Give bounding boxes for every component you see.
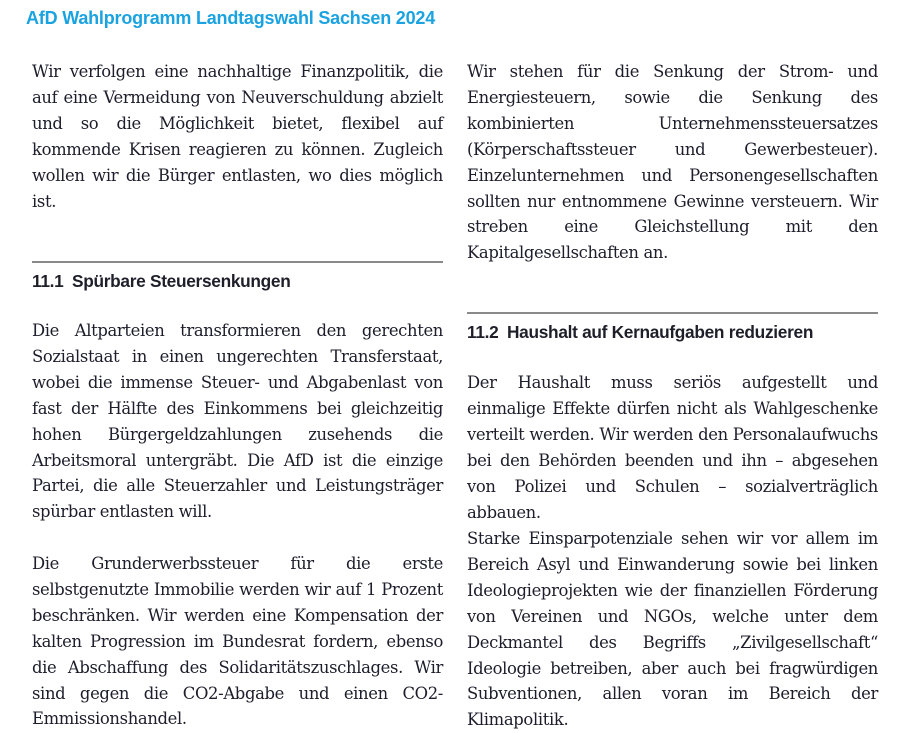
section-11-1-paragraph-2: Die Grunderwerbssteuer für die erste selbstgenutzte Immobilie werden wir auf 1 Prozent beschränken. Wir werden eine Kompensation der kalten Progression im Bundesrat fordern, ebenso die Abschaffung des Solidaritätszuschlages. Wir sind gegen die CO2-Abgabe und einen CO2-Emmissionshandel. [32, 554, 443, 729]
section-heading [32, 271, 443, 292]
right-intro-paragraph: Wir stehen für die Senkung der Strom- und Energiesteuern, sowie die Senkung des kombinierten Unternehmenssteuersatzes (Körperschaftssteuer und Gewerbesteuer). Einzelunternehmen und Personengesellschaften sollten nur entnommene Gewinne versteuern. Wir streben eine Gleichstellung mit den Kapitalgesellschaften an. [467, 62, 878, 263]
section-divider [467, 312, 878, 314]
section-11-1-header [32, 261, 443, 292]
section-number: 11.2 [467, 322, 499, 342]
left-intro-paragraph: Wir verfolgen eine nachhaltige Finanzpolitik, die auf eine Vermeidung von Neuverschuldung abzielt und so die Möglichkeit bietet, flexibel auf kommende Krisen reagieren zu können. Zugleich wollen wir die Bürger entlasten, wo dies möglich ist. [32, 62, 443, 211]
section-11-2-paragraph-1: Der Haushalt muss seriös aufgestellt und einmalige Effekte dürfen nicht als Wahlgeschenke verteilt werden. Wir werden den Personalaufwuchs bei den Behörden beenden und ihn – abgesehen von Polizei und Schulen – sozialverträglich abbauen. [467, 373, 878, 522]
section-heading [467, 322, 878, 343]
document-header-title: AfD Wahlprogramm Landtagswahl Sachsen 2024 [26, 8, 436, 28]
section-number: 11.1 [32, 271, 64, 291]
section-divider [32, 261, 443, 263]
section-11-2-paragraph-2: Starke Einsparpotenziale sehen wir vor allem im Bereich Asyl und Einwanderung sowie bei linken Ideologieprojekten wie der finanziellen Förderung von Vereinen und NGOs, welche unter dem Deckmantel des Begriffs „Zivilgesellschaft“ Ideologie betreiben, aber auch bei fragwürdigen Subventionen, allen voran im Bereich der Klimapolitik. [467, 529, 878, 730]
section-title: Haushalt auf Kernaufgaben reduzieren [507, 322, 814, 342]
section-11-1-paragraph-1: Die Altparteien transformieren den gerechten Sozialstaat in einen ungerechten Transferstaat, wobei die immense Steuer- und Abgabenlast von fast der Hälfte des Einkommens bei gleichzeitig hohen Bürgergeldzahlungen zusehends die Arbeitsmoral untergräbt. Die AfD ist die einzige Partei, die alle Steuerzahler und Leistungsträger spürbar entlasten will. [32, 321, 443, 522]
section-11-2-header [467, 312, 878, 343]
section-title: Spürbare Steuersenkungen [72, 271, 291, 291]
